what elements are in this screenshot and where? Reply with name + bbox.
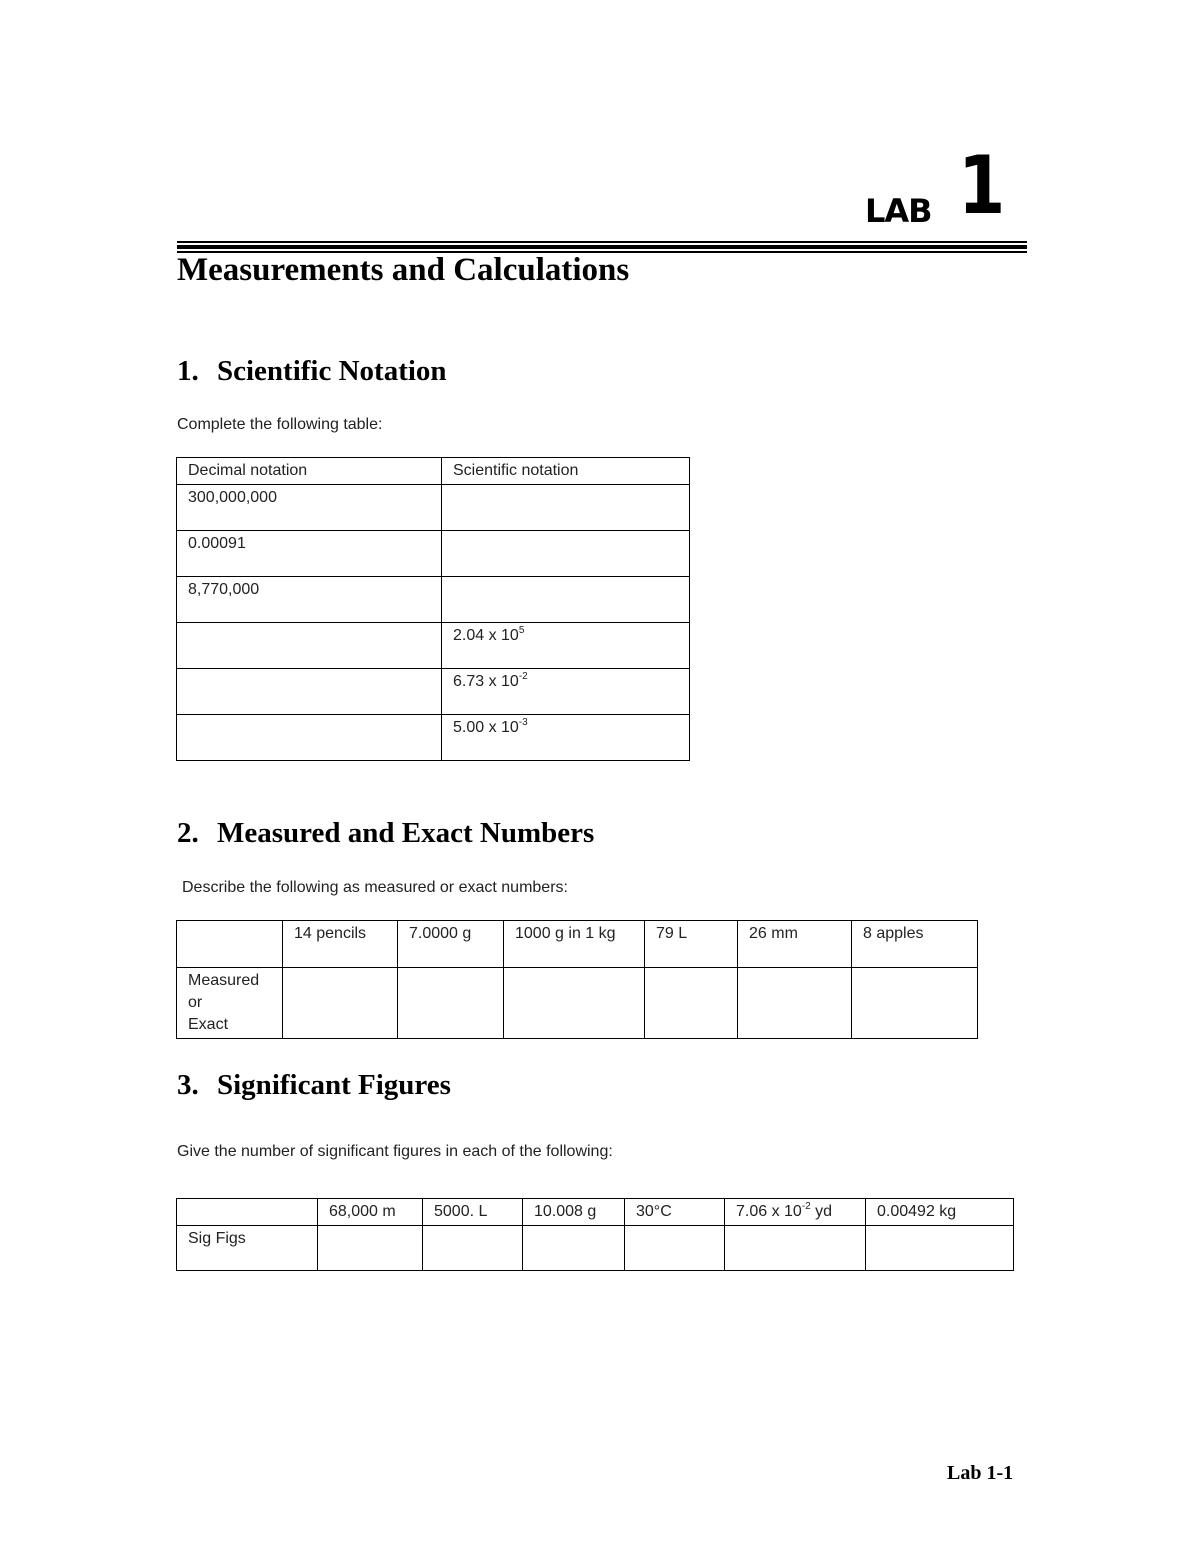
column-header: Decimal notation xyxy=(177,458,442,485)
lab-number: 1 xyxy=(958,139,1006,232)
scientific-notation-table xyxy=(176,457,690,761)
row-label: Measured or Exact xyxy=(177,968,283,1039)
column-header: 30°C xyxy=(625,1199,725,1226)
column-header: Scientific notation xyxy=(442,458,690,485)
corner-cell xyxy=(177,921,283,968)
scientific-cell[interactable]: 6.73 x $10^{-2}$ xyxy=(442,669,690,715)
section-2-heading xyxy=(177,817,594,850)
column-header: 14 pencils xyxy=(283,921,398,968)
table-header-row xyxy=(177,921,978,968)
column-header: 26 mm xyxy=(738,921,852,968)
table-row xyxy=(177,968,978,1039)
scientific-cell[interactable]: 5.00 x $10^{-3}$ xyxy=(442,715,690,761)
section-3-number: 3. xyxy=(177,1069,199,1101)
answer-cell[interactable] xyxy=(318,1226,423,1271)
scientific-cell[interactable]: 2.04 x $10^5$ xyxy=(442,623,690,669)
section-1-title: Scientific Notation xyxy=(217,355,447,387)
column-header: 5000. L xyxy=(423,1199,523,1226)
column-header: 1000 g in 1 kg xyxy=(504,921,645,968)
answer-cell[interactable] xyxy=(523,1226,625,1271)
page-title: Measurements and Calculations xyxy=(177,252,630,288)
decimal-cell[interactable]: 8,770,000 xyxy=(177,577,442,623)
column-header: 8 apples xyxy=(852,921,978,968)
table-row xyxy=(177,485,690,531)
answer-cell[interactable] xyxy=(738,968,852,1039)
lab-word: LAB xyxy=(865,192,932,230)
column-header: 79 L xyxy=(645,921,738,968)
table-row xyxy=(177,577,690,623)
section-2-instruction: Describe the following as measured or exact numbers: xyxy=(182,879,568,896)
answer-cell[interactable] xyxy=(852,968,978,1039)
column-header: 10.008 g xyxy=(523,1199,625,1226)
table-row xyxy=(177,715,690,761)
table-header-row xyxy=(177,458,690,485)
table-row xyxy=(177,531,690,577)
section-3-instruction: Give the number of significant figures in each of the following: xyxy=(177,1143,613,1160)
table-row xyxy=(177,669,690,715)
answer-cell[interactable] xyxy=(725,1226,866,1271)
section-1-instruction: Complete the following table: xyxy=(177,416,383,433)
section-2-title: Measured and Exact Numbers xyxy=(217,817,595,849)
column-header: 7.06 x $10^{-2}$ yd xyxy=(725,1199,866,1226)
answer-cell[interactable] xyxy=(645,968,738,1039)
decimal-cell[interactable] xyxy=(177,669,442,715)
decimal-cell[interactable] xyxy=(177,715,442,761)
answer-cell[interactable] xyxy=(504,968,645,1039)
answer-cell[interactable] xyxy=(625,1226,725,1271)
measured-exact-table xyxy=(176,920,978,1039)
column-header: 0.00492 kg xyxy=(866,1199,1014,1226)
significant-figures-table xyxy=(176,1198,1014,1271)
scientific-cell[interactable] xyxy=(442,485,690,531)
lab-header xyxy=(860,139,1030,235)
section-2-number: 2. xyxy=(177,817,199,849)
decimal-cell[interactable] xyxy=(177,623,442,669)
column-header: 7.0000 g xyxy=(398,921,504,968)
table-header-row xyxy=(177,1199,1014,1226)
column-header: 68,000 m xyxy=(318,1199,423,1226)
scientific-cell[interactable] xyxy=(442,531,690,577)
section-3-heading xyxy=(177,1069,451,1102)
answer-cell[interactable] xyxy=(423,1226,523,1271)
answer-cell[interactable] xyxy=(283,968,398,1039)
scientific-cell[interactable] xyxy=(442,577,690,623)
row-label: Sig Figs xyxy=(177,1226,318,1271)
table-row xyxy=(177,623,690,669)
page-number: Lab 1-1 xyxy=(947,1462,1014,1484)
section-1-number: 1. xyxy=(177,355,199,387)
section-1-heading xyxy=(177,355,447,388)
answer-cell[interactable] xyxy=(866,1226,1014,1271)
answer-cell[interactable] xyxy=(398,968,504,1039)
decimal-cell[interactable]: 0.00091 xyxy=(177,531,442,577)
corner-cell xyxy=(177,1199,318,1226)
table-row xyxy=(177,1226,1014,1271)
decimal-cell[interactable]: 300,000,000 xyxy=(177,485,442,531)
section-3-title: Significant Figures xyxy=(217,1069,451,1101)
